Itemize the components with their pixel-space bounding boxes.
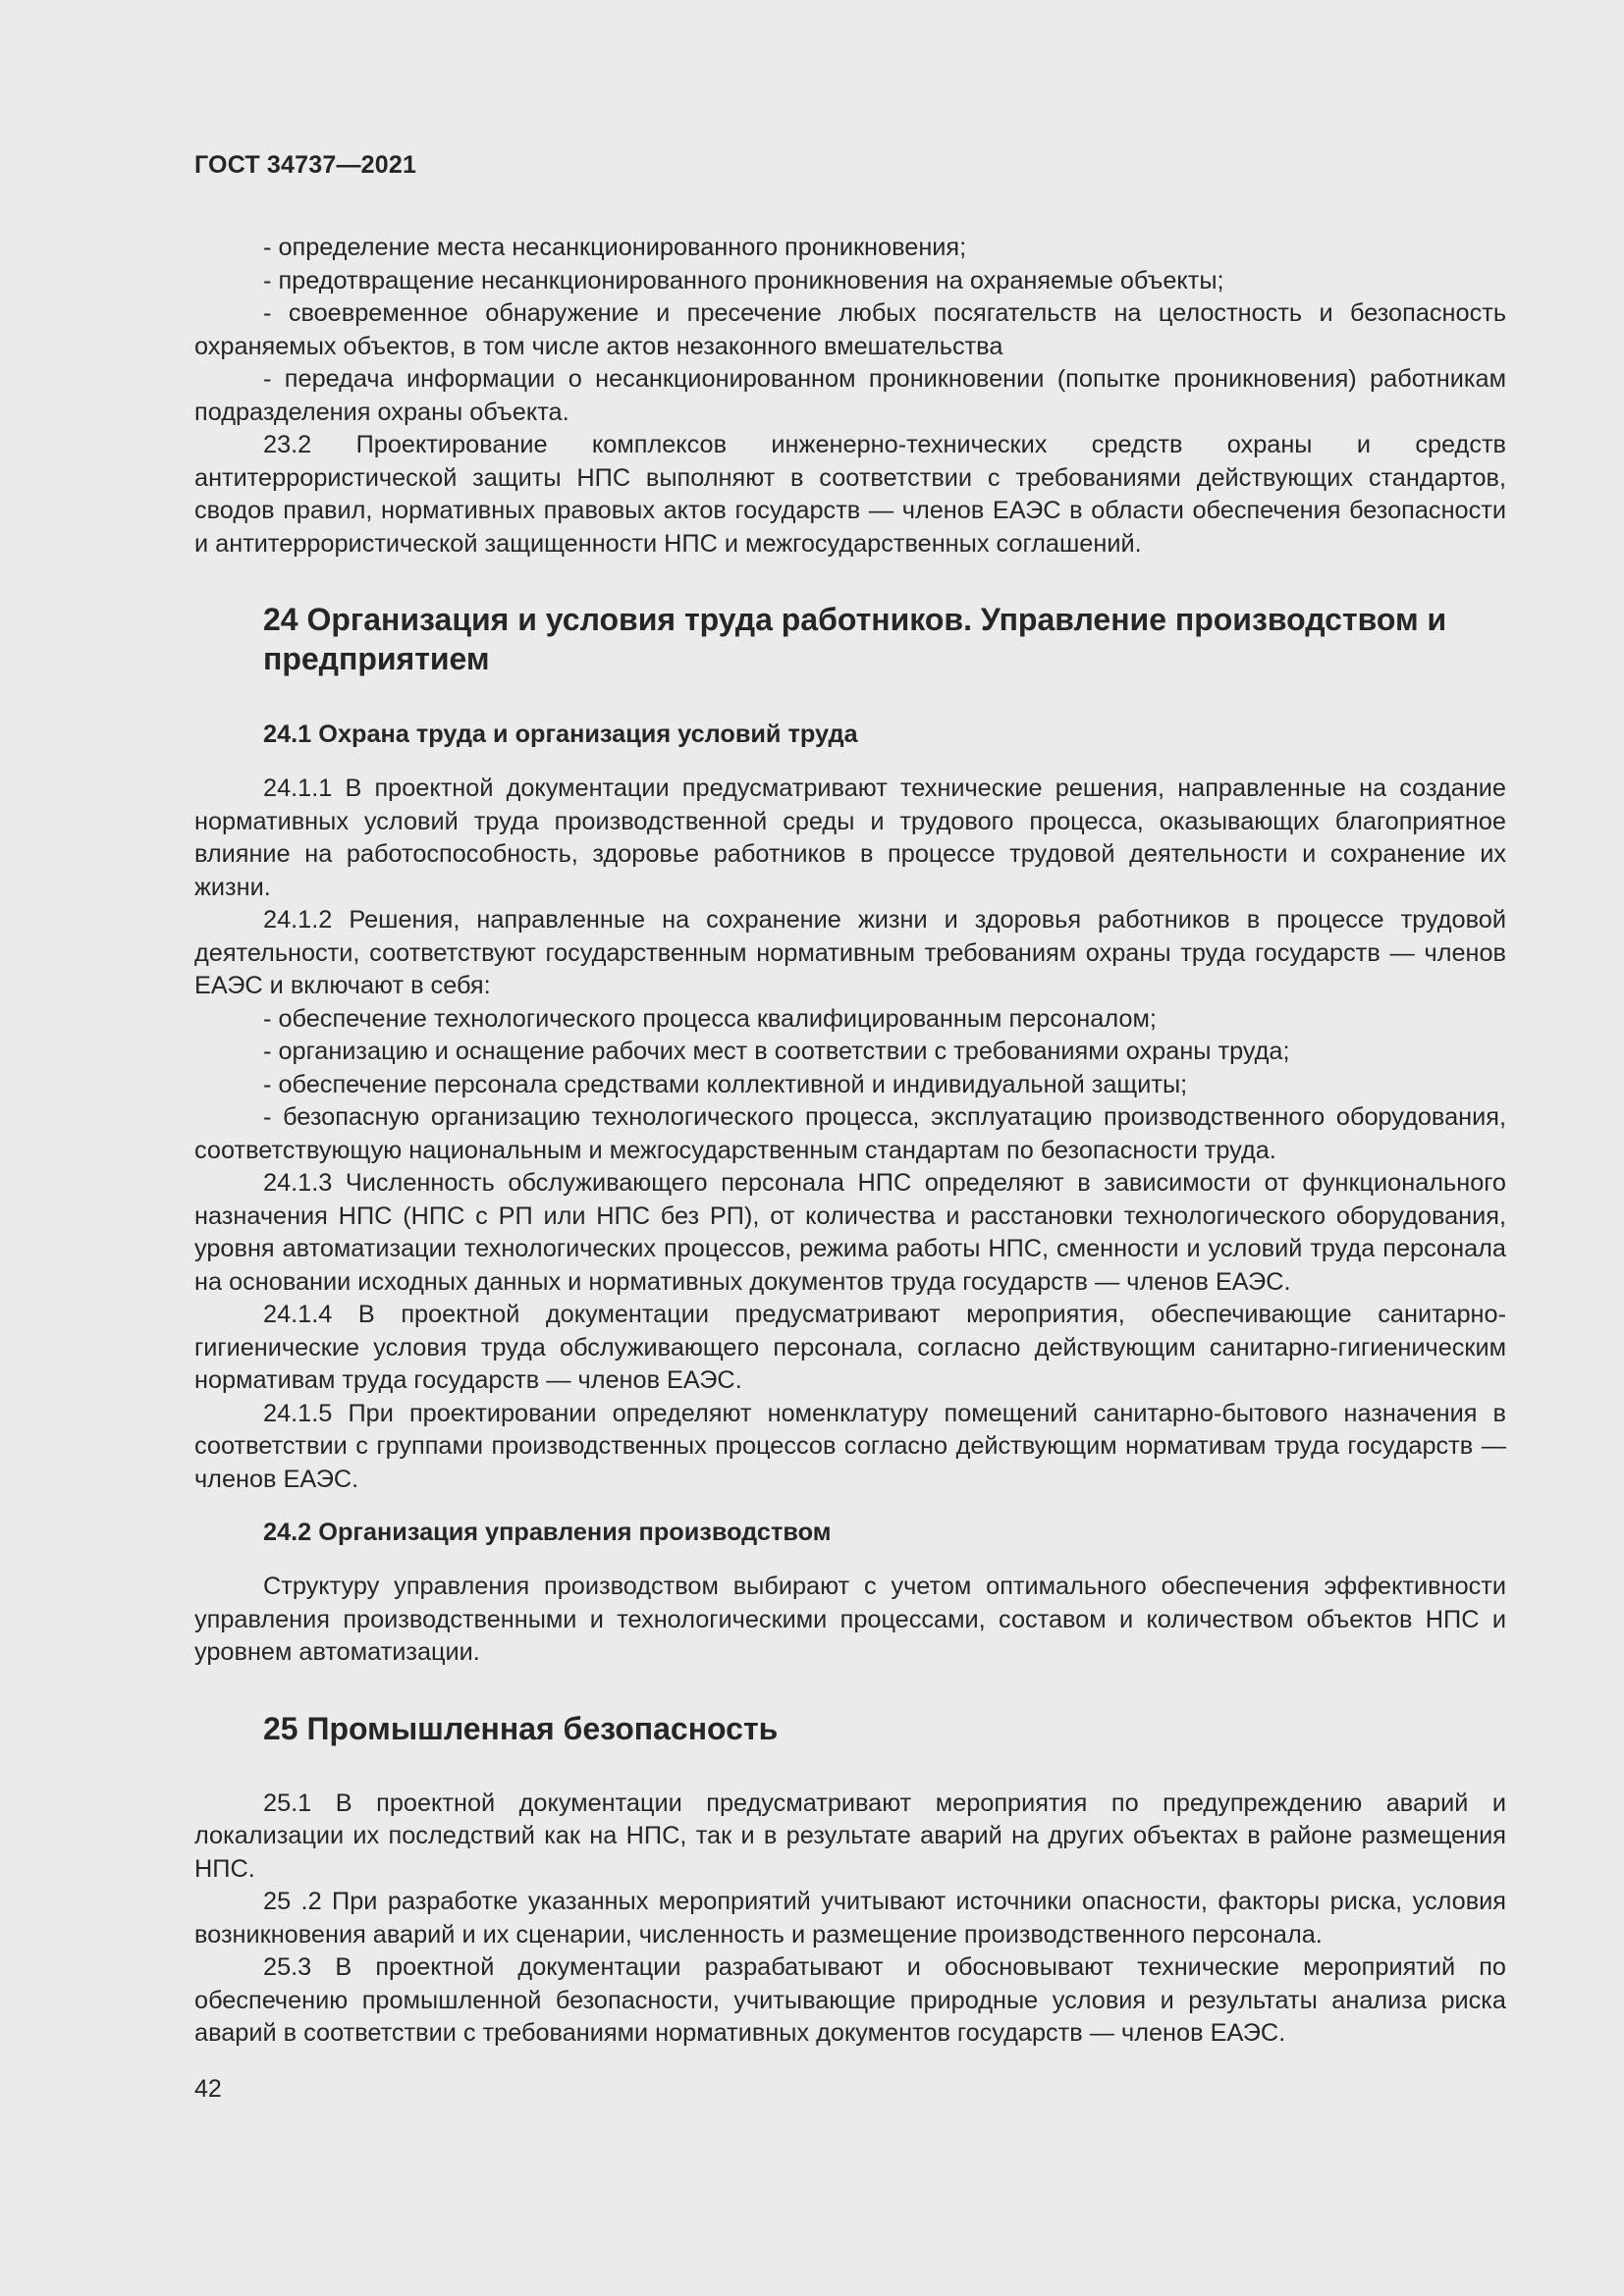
paragraph-25-3: 25.3 В проектной документации разрабатывают и обосновывают технические мероприятий по обеспечению промышленной безопасности, учитывающие природные условия и результаты анализа риска аварий в соответствии с требованиями нормативных документов государств — членов ЕАЭС. xyxy=(194,1953,1506,2047)
document-id-header: ГОСТ 34737—2021 xyxy=(194,151,417,179)
list-item: - своевременное обнаружение и пресечение любых посягательств на целостность и безопасность охраняемых объектов, в том числе актов незаконного вмешательства xyxy=(194,299,1506,360)
paragraph-24-2: Структуру управления производством выбирают с учетом оптимального обеспечения эффективности управления производственными и технологическими процессами, составом и количеством объектов НПС и уровнем автоматизации. xyxy=(194,1573,1506,1666)
document-page xyxy=(194,147,1506,2051)
paragraph-24-1-3: 24.1.3 Численность обслуживающего персонала НПС определяют в зависимости от функционального назначения НПС (НПС с РП или НПС без РП), от количества и расстановки технологического оборудования, уровня автоматизации технологических процессов, режима работы НПС, сменности и условий труда персонала на основании исходных данных и нормативных документов труда государств — членов ЕАЭС. xyxy=(194,1169,1506,1296)
list-item: - обеспечение персонала средствами коллективной и индивидуальной защиты; xyxy=(263,1070,1188,1098)
list-item: - организацию и оснащение рабочих мест в соответствии с требованиями охраны труда; xyxy=(263,1038,1290,1065)
list-item: - безопасную организацию технологического процесса, эксплуатацию производственного оборудования, соответствующую национальным и межгосударственным стандартам по безопасности труда. xyxy=(194,1103,1506,1164)
paragraph-24-1-2: 24.1.2 Решения, направленные на сохранение жизни и здоровья работников в процессе трудовой деятельности, соответствуют государственным нормативным требованиям охраны труда государств — членов ЕАЭС и включают в себя: xyxy=(194,906,1506,999)
paragraph-24-1-4: 24.1.4 В проектной документации предусматривают мероприятия, обеспечивающие санитарно-гигиенические условия труда обслуживающего персонала, согласно действующим санитарно-гигиеническим нормативам труда государств — членов ЕАЭС. xyxy=(194,1301,1506,1394)
list-item: - обеспечение технологического процесса квалифицированным персоналом; xyxy=(263,1004,1157,1033)
page-number: 42 xyxy=(194,2075,222,2103)
subsection-24-1-heading: 24.1 Охрана труда и организация условий труда xyxy=(263,721,858,748)
list-item: - передача информации о несанкционированном проникновении (попытке проникновения) работникам подразделения охраны объекта. xyxy=(194,365,1506,426)
paragraph-25-1: 25.1 В проектной документации предусматривают мероприятия по предупреждению аварий и локализации их последствий как на НПС, так и в результате аварий на других объектах в районе размещения НПС. xyxy=(194,1789,1506,1883)
paragraph-23-2: 23.2 Проектирование комплексов инженерно-технических средств охраны и средств антитеррористической защиты НПС выполняют в соответствии с требованиями действующих стандартов, сводов правил, нормативных правовых актов государств — членов ЕАЭС в области обеспечения безопасности и антитеррористической защищенности НПС и межгосударственных соглашений. xyxy=(194,431,1506,558)
section-24-heading: 24 Организация и условия труда работников. Управление производством и предприятием xyxy=(263,602,1447,676)
section-25-heading: 25 Промышленная безопасность xyxy=(263,1710,779,1746)
paragraph-24-1-5: 24.1.5 При проектировании определяют номенклатуру помещений санитарно-бытового назначения в соответствии с группами производственных процессов согласно действующим нормативам труда государств — членов ЕАЭС. xyxy=(194,1399,1506,1493)
paragraph-25-2: 25 .2 При разработке указанных мероприятий учитывают источники опасности, факторы риска, условия возникновения аварий и их сценарии, численность и размещение производственного персонала. xyxy=(194,1888,1506,1949)
subsection-24-2-heading: 24.2 Организация управления производством xyxy=(263,1519,832,1546)
list-item: - предотвращение несанкционированного проникновения на охраняемые объекты; xyxy=(263,266,1224,294)
paragraph-24-1-1: 24.1.1 В проектной документации предусматривают технические решения, направленные на создание нормативных условий труда производственной среды и трудового процесса, оказывающих благоприятное влияние на работоспособность, здоровье работников в процессе трудовой деятельности и сохранение их жизни. xyxy=(194,774,1506,901)
list-item: - определение места несанкционированного проникновения; xyxy=(263,234,967,261)
